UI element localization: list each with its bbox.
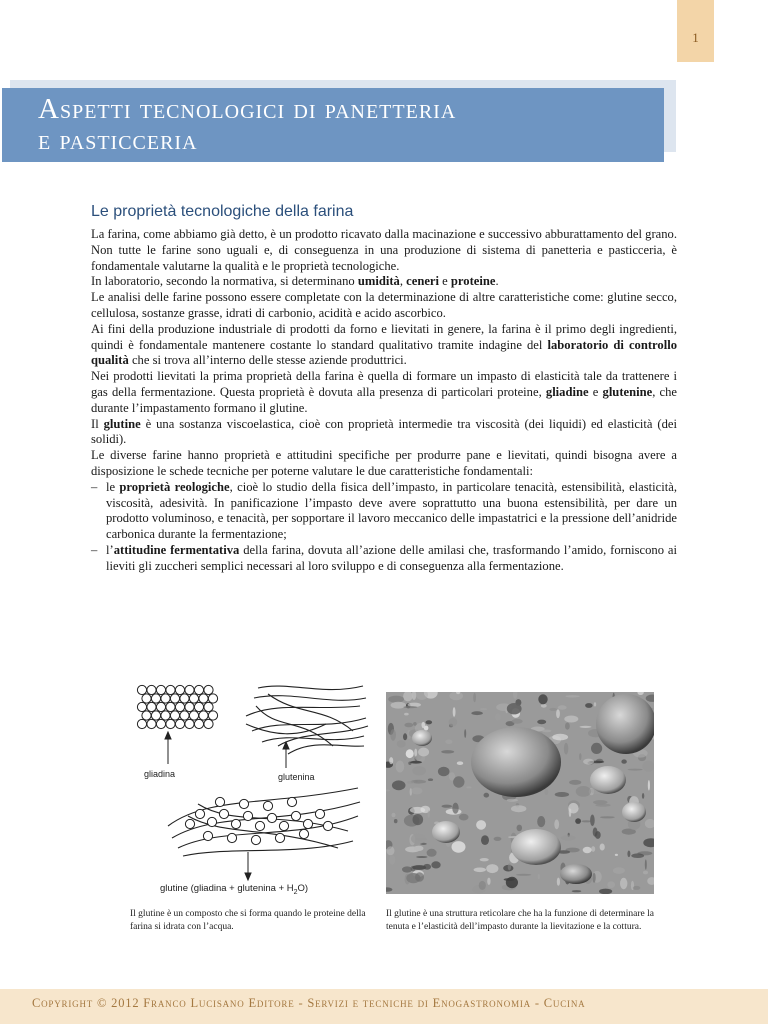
gliadina-sphere	[156, 685, 165, 694]
texture-speck	[388, 696, 404, 703]
texture-speck	[389, 855, 395, 865]
texture-speck	[416, 856, 427, 858]
bold-attitudine-fermentativa: attitudine fermentativa	[113, 542, 240, 557]
texture-speck	[387, 846, 395, 855]
section-heading: Le proprietà tecnologiche della farina	[91, 203, 354, 220]
glutine-network	[168, 788, 360, 856]
texture-speck	[480, 708, 488, 710]
texture-speck	[494, 837, 502, 841]
texture-speck	[410, 761, 422, 764]
texture-speck	[542, 730, 552, 733]
texture-speck	[453, 776, 464, 787]
gliadina-sphere	[161, 694, 170, 703]
gliadina-sphere	[185, 702, 194, 711]
gliadina-sphere	[175, 685, 184, 694]
texture-speck	[599, 889, 612, 894]
paragraph-4	[91, 322, 677, 369]
texture-speck	[442, 805, 453, 808]
text-span: che si trova all’interno delle stesse aziende produttrici.	[128, 353, 407, 368]
glutine-sphere	[219, 809, 228, 818]
texture-speck	[507, 703, 522, 714]
texture-speck	[575, 818, 581, 824]
gluten-diagram-svg	[128, 676, 378, 898]
texture-speck	[507, 799, 518, 802]
texture-speck	[486, 864, 498, 873]
text-span: ,	[399, 274, 407, 289]
glutine-sphere	[255, 821, 264, 830]
texture-speck	[631, 853, 644, 858]
glutine-sphere	[263, 801, 272, 810]
glutine-sphere	[299, 829, 308, 838]
texture-speck	[471, 711, 483, 715]
micrograph-svg	[386, 692, 654, 894]
texture-speck	[441, 750, 454, 753]
texture-speck	[426, 720, 433, 724]
gliadina-sphere	[147, 702, 156, 711]
glutine-sphere	[251, 835, 260, 844]
texture-speck	[628, 769, 643, 771]
text-span: le	[106, 479, 120, 494]
caption-right: Il glutine è una struttura reticolare che ha la funzione di determinare la tenuta e l’elasticità dell’impasto durante la lievitazione e la cottura.	[386, 909, 654, 932]
gliadina-sphere	[161, 711, 170, 720]
glutine-sphere	[287, 797, 296, 806]
texture-speck	[572, 890, 582, 892]
texture-speck	[545, 789, 549, 795]
texture-speck	[390, 729, 396, 741]
texture-speck	[394, 819, 398, 823]
texture-speck	[600, 816, 615, 818]
text-span: e	[588, 384, 603, 399]
list-item	[91, 480, 677, 543]
gliadina-sphere	[199, 694, 208, 703]
texture-speck	[474, 868, 486, 873]
texture-speck	[459, 814, 469, 821]
gliadina-sphere	[137, 719, 146, 728]
texture-speck	[564, 716, 578, 723]
texture-speck	[583, 847, 592, 853]
bold-ceneri: ceneri	[406, 274, 440, 289]
texture-speck	[511, 805, 526, 812]
texture-speck	[427, 849, 437, 857]
gliadina-sphere	[151, 694, 160, 703]
gliadina-sphere	[151, 711, 160, 720]
texture-speck	[648, 780, 650, 791]
glutine-sphere	[323, 821, 332, 830]
gliadina-sphere	[166, 719, 175, 728]
texture-speck	[593, 800, 607, 804]
texture-speck	[452, 841, 466, 853]
texture-speck	[412, 865, 426, 870]
texture-speck	[411, 834, 426, 845]
texture-speck	[396, 761, 405, 773]
texture-speck	[415, 872, 424, 882]
paragraph-6	[91, 417, 677, 449]
texture-speck	[600, 844, 605, 851]
label-glutine-text: glutine (gliadina + glutenina + H	[160, 883, 294, 894]
paragraph-2	[91, 274, 677, 290]
gliadina-sphere	[204, 685, 213, 694]
gliadina-sphere	[137, 685, 146, 694]
texture-speck	[557, 878, 560, 886]
texture-speck	[480, 858, 489, 861]
texture-speck	[412, 766, 426, 775]
texture-speck	[512, 719, 523, 724]
paragraph-1: La farina, come abbiamo già detto, è un prodotto ricavato dalla macinazione e successivo abburattamento del grano. Non tutte le farine sono uguali e, di conseguenza in una produzione di sistema di panetteria e pasticceria, è fondamentale valutarne la qualità e le proprietà tecnologiche.	[91, 227, 677, 273]
texture-speck	[404, 723, 413, 728]
texture-speck	[414, 846, 424, 851]
texture-speck	[621, 759, 626, 763]
texture-speck	[445, 740, 452, 745]
texture-speck	[406, 749, 414, 758]
texture-speck	[392, 813, 396, 818]
texture-speck	[615, 854, 618, 856]
texture-speck	[585, 703, 593, 708]
glutine-sphere	[231, 819, 240, 828]
gliadina-spheres	[137, 685, 217, 728]
texture-speck	[416, 780, 418, 782]
texture-speck	[581, 820, 591, 822]
texture-speck	[431, 861, 440, 868]
glutine-sphere	[185, 819, 194, 828]
texture-speck	[556, 709, 560, 718]
texture-speck	[554, 819, 559, 829]
text-span: , cioè lo studio della fisica dell’impasto, in particolare tenacità, estensibilità, elasticità, viscosità, adesività. In panificazione l’impasto deve avere soprattutto una buona estensibilità, per dare un prodotto voluminoso, e tenacità, per sopportare il lavoro meccanico delle impastatrici e la pressione dell’anidride carbonica durante la fermentazione;	[106, 479, 677, 542]
texture-speck	[620, 878, 627, 889]
paragraph-3: Le analisi delle farine possono essere completate con la determinazione di altre caratteristiche come: glutine secco, cellulosa, sostanze grasse, idrati di carbonio, acidità e acido ascorbico.	[91, 290, 677, 320]
glutine-sphere	[215, 797, 224, 806]
text-span: è una sostanza viscoelastica, cioè con proprietà intermedie tra viscosità (dei liquidi) ed elasticità (dei solidi).	[91, 416, 677, 447]
texture-speck	[403, 706, 417, 708]
texture-speck	[428, 810, 430, 817]
gliadina-sphere	[142, 711, 151, 720]
caption-left: Il glutine è un composto che si forma quando le proteine della farina si idrata con l’acqua.	[130, 909, 366, 932]
bold-umidita: umidità	[357, 274, 400, 289]
texture-speck	[452, 803, 458, 814]
page-title-line-1: Aspetti tecnologici di panetteria	[38, 93, 457, 125]
texture-speck	[593, 873, 596, 883]
glutine-sphere	[239, 799, 248, 808]
texture-speck	[428, 778, 433, 781]
texture-speck	[407, 781, 414, 784]
gliadina-sphere	[208, 711, 217, 720]
texture-speck	[569, 780, 581, 785]
texture-speck	[397, 740, 406, 747]
texture-speck	[633, 886, 641, 890]
texture-speck	[466, 786, 471, 788]
text-span: Il	[91, 416, 104, 431]
texture-speck	[549, 708, 557, 711]
list-dash: –	[91, 542, 98, 557]
gliadina-sphere	[204, 719, 213, 728]
texture-speck	[422, 722, 426, 728]
text-span: Ai fini della produzione industriale di prodotti da forno e lievitati in genere, la farina è il primo degli ingredienti, quindi è fondamentale mantenere costante lo standard qualitativo tramite indagine del	[91, 321, 677, 352]
gliadina-sphere	[147, 685, 156, 694]
bold-proprieta-reologiche: proprietà reologiche	[119, 479, 230, 494]
texture-speck	[576, 786, 591, 797]
glutine-sphere	[291, 811, 300, 820]
texture-speck	[565, 695, 579, 697]
paragraph-5	[91, 369, 677, 416]
texture-speck	[552, 734, 568, 741]
texture-speck	[593, 827, 598, 836]
texture-speck	[590, 815, 595, 827]
glutine-sphere	[315, 809, 324, 818]
texture-speck	[464, 729, 466, 738]
gluten-micrograph	[386, 692, 654, 894]
bold-gliadine: gliadine	[545, 384, 589, 399]
texture-speck	[555, 792, 569, 797]
body-text	[91, 227, 677, 575]
texture-speck	[565, 723, 570, 730]
texture-speck	[404, 713, 409, 716]
text-span: Nei prodotti lievitati la prima proprietà della farina è quella di formare un impasto di elasticità tale da trattenere i gas della fermentazione. Questa proprietà è dovuta alla presenza di particolari proteine,	[91, 369, 677, 399]
texture-speck	[643, 871, 648, 875]
texture-speck	[613, 867, 625, 874]
glutine-sphere	[243, 811, 252, 820]
texture-speck	[410, 807, 425, 813]
glutine-sphere	[207, 817, 216, 826]
texture-speck	[481, 835, 489, 845]
text-span: In laboratorio, secondo la normativa, si determinano	[91, 274, 358, 289]
gluten-diagram	[128, 676, 378, 898]
texture-speck	[607, 881, 615, 888]
texture-speck	[541, 704, 547, 708]
texture-speck	[487, 878, 490, 885]
texture-speck	[591, 743, 602, 754]
texture-speck	[504, 878, 515, 881]
texture-speck	[591, 846, 595, 852]
text-span: , che durante l’impastamento formano il glutine.	[91, 384, 677, 415]
label-glutenina: glutenina	[278, 772, 315, 782]
bold-proteine: proteine	[450, 274, 496, 289]
gliadina-sphere	[147, 719, 156, 728]
paragraph-7: Le diverse farine hanno proprietà e attitudini specifiche per produrre pane e lievitati, quindi bisogna avere a disposizione le schede tecniche per poterne valutare le due caratteristiche fondamentali:	[91, 448, 677, 478]
label-glutine-subscript: 2	[293, 889, 298, 896]
gliadina-sphere	[185, 719, 194, 728]
gliadina-sphere	[194, 702, 203, 711]
texture-speck	[538, 874, 540, 879]
texture-speck	[449, 718, 458, 727]
texture-speck	[411, 787, 422, 794]
texture-speck	[391, 702, 406, 709]
texture-speck	[479, 881, 486, 890]
bold-laboratorio: laboratorio di controllo qualità	[91, 337, 677, 368]
texture-speck	[414, 749, 417, 757]
texture-speck	[495, 713, 501, 720]
gliadina-sphere	[142, 694, 151, 703]
text-span: l’	[106, 542, 114, 557]
texture-speck	[402, 866, 412, 872]
gliadina-sphere	[166, 702, 175, 711]
texture-speck	[403, 733, 407, 740]
gliadina-sphere	[199, 711, 208, 720]
texture-speck	[473, 693, 476, 702]
texture-speck	[424, 824, 431, 831]
label-gliadina: gliadina	[144, 769, 176, 779]
gliadina-sphere	[175, 719, 184, 728]
texture-speck	[438, 767, 450, 776]
texture-speck	[561, 835, 576, 840]
text-span: della farina, dovuta all’azione delle amilasi che, trasformando l’amido, forniscono ai lieviti gli zuccheri semplici necessari al loro sviluppo e di conseguenza alla fermentazione.	[106, 542, 677, 573]
gliadina-sphere	[180, 711, 189, 720]
gliadina-sphere	[185, 685, 194, 694]
gliadina-sphere	[137, 702, 146, 711]
glutine-sphere	[267, 813, 276, 822]
texture-speck	[580, 726, 592, 728]
label-glutine-end: O)	[297, 883, 309, 894]
list-item	[91, 543, 677, 575]
texture-speck	[568, 803, 578, 814]
texture-speck	[476, 820, 486, 830]
list-dash: –	[91, 479, 98, 494]
texture-speck	[508, 863, 511, 870]
texture-speck	[392, 780, 406, 790]
gliadina-sphere	[166, 685, 175, 694]
texture-speck	[645, 859, 647, 869]
gliadina-sphere	[208, 694, 217, 703]
text-span: .	[495, 274, 499, 289]
gliadina-sphere	[170, 711, 179, 720]
page-number: 1	[692, 30, 699, 45]
gliadina-sphere	[156, 719, 165, 728]
glutine-sphere	[275, 833, 284, 842]
texture-speck	[642, 793, 644, 799]
glutine-sphere	[227, 833, 236, 842]
texture-speck	[484, 793, 490, 798]
glutine-sphere	[279, 821, 288, 830]
page-title	[38, 94, 658, 156]
texture-speck	[453, 707, 456, 717]
texture-speck	[457, 761, 463, 765]
texture-speck	[418, 748, 429, 757]
gliadina-sphere	[170, 694, 179, 703]
footer-copyright: Copyright © 2012 Franco Lucisano Editore - Servizi e tecniche di Enogastronomia - Cucina	[32, 996, 586, 1010]
gliadina-sphere	[194, 719, 203, 728]
glutine-sphere	[203, 831, 212, 840]
glutine-sphere	[195, 809, 204, 818]
texture-speck	[389, 757, 393, 764]
glutine-sphere	[303, 819, 312, 828]
texture-speck	[413, 814, 424, 825]
page-title-line-2: e pasticceria	[38, 124, 198, 156]
characteristics-list	[91, 480, 677, 575]
gliadina-sphere	[175, 702, 184, 711]
gliadina-sphere	[194, 685, 203, 694]
label-glutine	[160, 883, 308, 896]
gliadina-sphere	[204, 702, 213, 711]
texture-speck	[537, 816, 545, 827]
texture-speck	[564, 743, 568, 755]
texture-speck	[594, 702, 596, 706]
texture-speck	[627, 851, 630, 858]
glutenina-strands	[246, 686, 368, 754]
gliadina-sphere	[189, 711, 198, 720]
bold-glutine: glutine	[103, 416, 141, 431]
glutine-spheres	[185, 797, 332, 844]
gliadina-sphere	[189, 694, 198, 703]
gliadina-sphere	[180, 694, 189, 703]
texture-speck	[579, 753, 581, 760]
texture-speck	[642, 761, 654, 772]
gliadina-sphere	[156, 702, 165, 711]
text-span: e	[439, 274, 451, 289]
texture-speck	[517, 825, 523, 832]
texture-speck	[537, 720, 546, 725]
texture-speck	[558, 705, 567, 709]
texture-speck	[538, 694, 547, 704]
texture-speck	[583, 759, 594, 765]
texture-speck	[516, 874, 532, 876]
bold-glutenine: glutenine	[602, 384, 653, 399]
